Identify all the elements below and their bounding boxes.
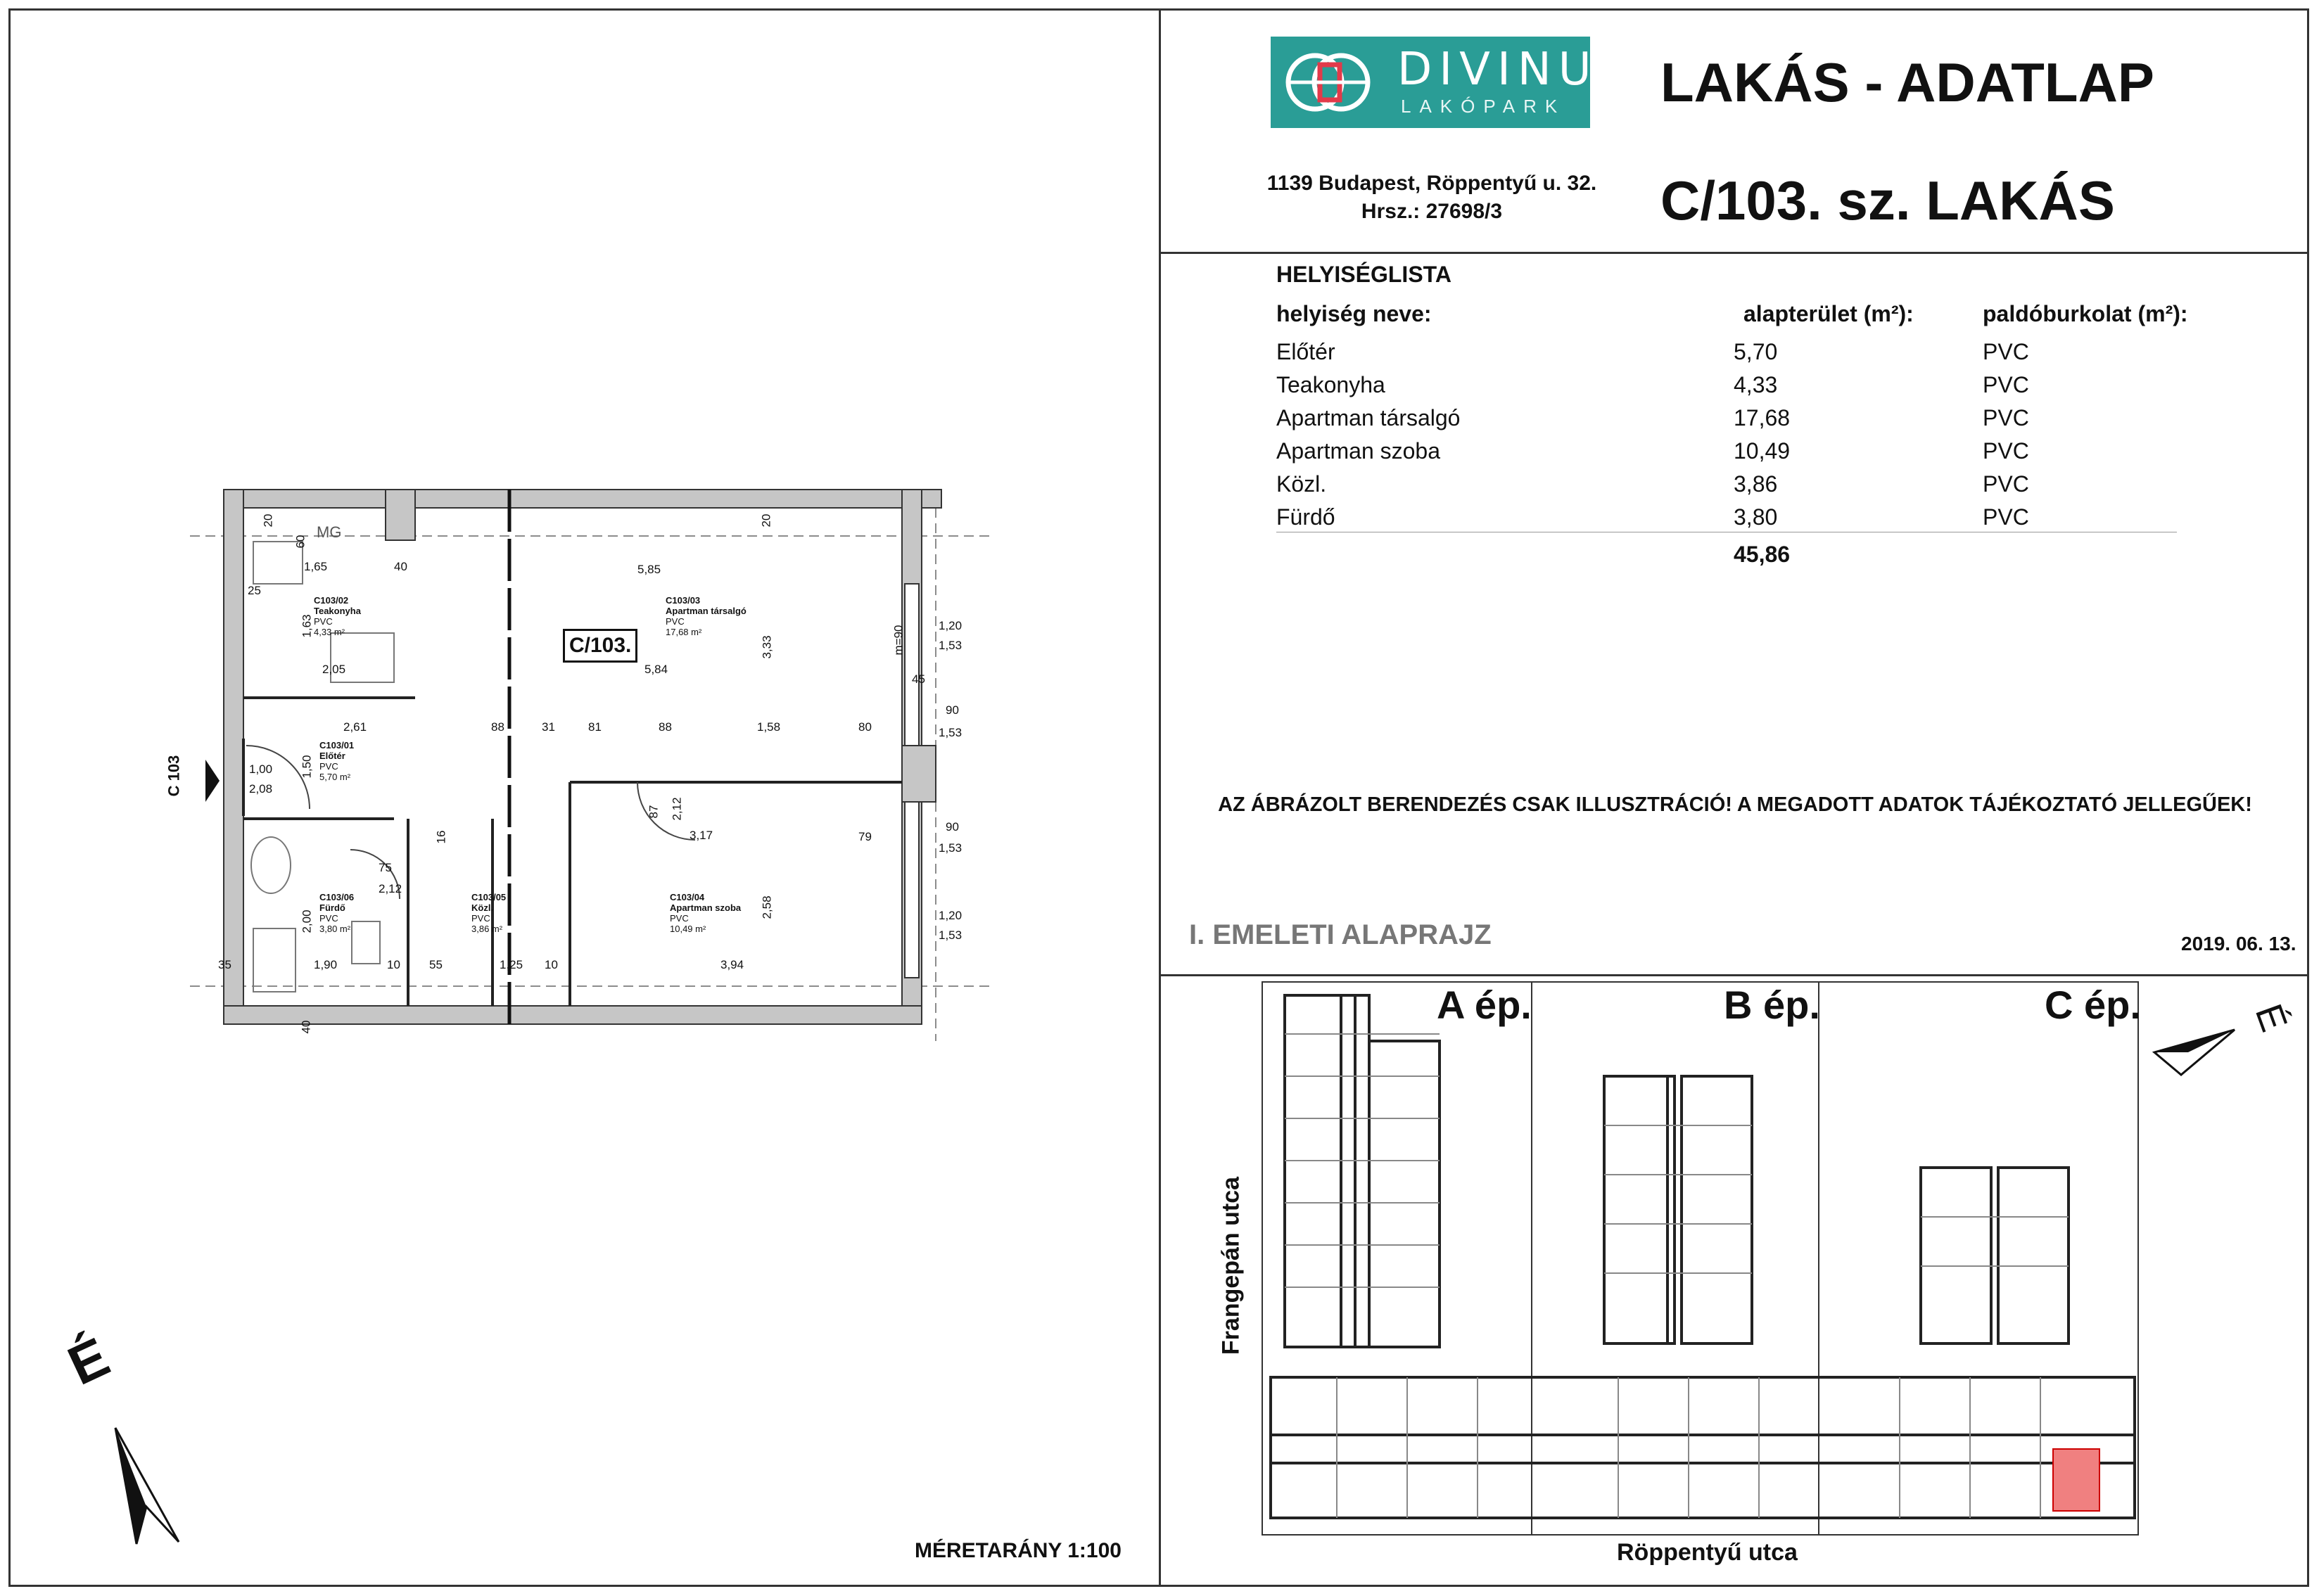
dimension-label: 1,20 — [939, 619, 962, 632]
dimension-label: 1,65 — [304, 560, 328, 573]
room-label-area: 5,70 m² — [319, 772, 351, 782]
dimension-label: 20 — [759, 513, 773, 528]
room-label — [319, 892, 354, 934]
dimension-label: 1,53 — [939, 841, 962, 855]
address-line-1: 1139 Budapest, Röppentyű u. 32. — [1266, 172, 1597, 195]
dimension-label: 1,20 — [939, 909, 962, 922]
room-label-area: 4,33 m² — [314, 627, 345, 637]
dimension-label: 35 — [218, 958, 231, 971]
dimension-label: 16 — [434, 830, 448, 844]
address-line-2: Hrsz.: 27698/3 — [1361, 200, 1503, 223]
col-area-header: alapterület (m²): — [1743, 301, 1914, 326]
header-divider — [1159, 252, 2309, 254]
dimension-label: 1,53 — [939, 928, 962, 942]
room-row-name: Közl. — [1276, 471, 1327, 497]
dimension-label: 75 — [379, 861, 392, 874]
room-label — [319, 740, 354, 782]
dimension-label: 2,05 — [322, 663, 346, 676]
room-label — [666, 595, 746, 637]
col-name-header: helyiség neve: — [1276, 301, 1432, 326]
dimension-label: 80 — [858, 720, 872, 734]
disclaimer-notice: AZ ÁBRÁZOLT BERENDEZÉS CSAK ILLUSZTRÁCIÓ! A MEGADOTT ADATOK TÁJÉKOZTATÓ JELLEGŰEK! — [1218, 793, 2252, 816]
dimension-label: 5,84 — [644, 663, 668, 676]
room-row-floor: PVC — [1983, 504, 2029, 530]
room-label-code: C103/01 — [319, 740, 355, 751]
room-row-name: Előtér — [1276, 339, 1335, 364]
room-label-floor: PVC — [670, 913, 689, 924]
room-label-name: Közl. — [471, 902, 494, 913]
dimension-label: 1,25 — [500, 958, 523, 971]
room-label-code: C103/05 — [471, 892, 507, 902]
dimension-label: 2,08 — [249, 782, 273, 796]
dimension-label: 1,90 — [314, 958, 338, 971]
dimension-label: 2,58 — [760, 895, 774, 919]
dimension-label: 2,61 — [343, 720, 367, 734]
room-row-area: 4,33 — [1734, 372, 1778, 397]
site-plan-divider — [1159, 974, 2309, 976]
dimension-label: 55 — [429, 958, 443, 971]
street-frangepan: Frangepán utca — [1217, 1176, 1245, 1355]
dimension-label: 1,00 — [249, 762, 273, 776]
dimension-label: 88 — [491, 720, 504, 734]
dimension-label: 90 — [946, 820, 959, 834]
room-row-floor: PVC — [1983, 339, 2029, 364]
room-label-code: C103/02 — [314, 595, 349, 606]
scale-label: MÉRETARÁNY 1:100 — [915, 1539, 1122, 1562]
dimension-label: 90 — [946, 703, 959, 717]
dimension-label: 1,53 — [939, 726, 962, 739]
highlighted-unit — [2053, 1449, 2099, 1511]
room-row-name: Teakonyha — [1276, 372, 1385, 397]
dimension-label: 10 — [545, 958, 558, 971]
room-row-name: Apartman szoba — [1276, 438, 1441, 464]
site-north-arrow-icon — [2147, 1020, 2239, 1076]
dimension-label: 20 — [261, 513, 275, 528]
dimension-label: 1,50 — [300, 755, 314, 779]
dimension-label: 1,63 — [300, 614, 314, 638]
room-row-area: 3,86 — [1734, 471, 1778, 497]
room-row-name: Fürdő — [1276, 504, 1335, 530]
room-row-floor: PVC — [1983, 372, 2029, 397]
dimension-label: 40 — [299, 1020, 313, 1034]
room-label-floor: PVC — [666, 616, 685, 627]
building-b-label: B ép. — [1724, 983, 1820, 1027]
room-label-name: Apartman társalgó — [666, 606, 746, 616]
unit-label: C/103. — [563, 629, 637, 663]
dimension-label: 1,58 — [757, 720, 781, 734]
entry-label: C 103 — [165, 755, 183, 797]
dimension-label: 2,00 — [300, 909, 314, 933]
room-label-code: C103/04 — [670, 892, 705, 902]
dimension-label: 87 — [647, 805, 661, 819]
room-list-heading: HELYISÉGLISTA — [1276, 262, 1451, 287]
plan-title: I. EMELETI ALAPRAJZ — [1189, 919, 1492, 950]
site-plan-drawing — [1262, 981, 2139, 1536]
room-label-code: C103/03 — [666, 595, 701, 606]
dimension-label: m=90 — [891, 625, 906, 656]
room-label-name: Előtér — [319, 751, 345, 761]
dimension-label: 10 — [387, 958, 400, 971]
street-roppentyu: Röppentyű utca — [1617, 1539, 1798, 1566]
room-label-floor: PVC — [319, 761, 338, 772]
logo-subtitle: LAKÓPARK — [1401, 96, 1566, 117]
room-row-floor: PVC — [1983, 405, 2029, 430]
room-label-area: 3,80 m² — [319, 924, 351, 934]
dimension-label: 3,33 — [760, 635, 774, 659]
building-c-label: C ép. — [2045, 983, 2141, 1027]
room-row-area: 3,80 — [1734, 504, 1778, 530]
room-label — [670, 892, 741, 934]
col-floor-header: paldóburkolat (m²): — [1983, 301, 2188, 326]
site-north-label: É — [2247, 998, 2296, 1038]
room-row-floor: PVC — [1983, 438, 2029, 464]
room-row-floor: PVC — [1983, 471, 2029, 497]
dimension-label: 79 — [858, 830, 872, 843]
room-label-area: 17,68 m² — [666, 627, 702, 637]
dimension-label: 81 — [588, 720, 602, 734]
room-label-name: Teakonyha — [314, 606, 361, 616]
sheet-title: LAKÁS - ADATLAP — [1660, 51, 2154, 113]
north-arrow-icon — [106, 1421, 190, 1547]
dimension-label: 2,12 — [379, 882, 402, 895]
room-row-area: 17,68 — [1734, 405, 1791, 430]
dimension-label: 45 — [912, 672, 925, 686]
dimension-label: 25 — [248, 584, 261, 597]
dimension-label: 60 — [293, 535, 307, 549]
room-label-floor: PVC — [319, 913, 338, 924]
room-list-total: 45,86 — [1734, 542, 1791, 567]
dimension-label: 3,17 — [690, 829, 713, 842]
dimension-label: 88 — [659, 720, 672, 734]
sheet-date: 2019. 06. 13. — [2181, 933, 2296, 955]
room-label — [314, 595, 361, 637]
room-label-code: C103/06 — [319, 892, 355, 902]
vertical-divider — [1159, 8, 1161, 1587]
dimension-label: 31 — [542, 720, 555, 734]
room-row-area: 10,49 — [1734, 438, 1791, 464]
building-a-label: A ép. — [1437, 983, 1532, 1027]
dimension-label: 1,53 — [939, 639, 962, 652]
room-label-area: 10,49 m² — [670, 924, 706, 934]
room-label-name: Apartman szoba — [670, 902, 742, 913]
mg-label: MG — [317, 523, 342, 541]
dimension-label: 3,94 — [720, 958, 744, 971]
room-label-floor: PVC — [314, 616, 333, 627]
room-row-area: 5,70 — [1734, 339, 1778, 364]
room-label-floor: PVC — [471, 913, 490, 924]
unit-title: C/103. sz. LAKÁS — [1660, 170, 2115, 231]
dimension-label: 2,12 — [670, 797, 684, 821]
divinus-logo — [1271, 37, 1634, 128]
north-label: É — [58, 1325, 118, 1397]
room-label-area: 3,86 m² — [471, 924, 503, 934]
dimension-label: 5,85 — [637, 563, 661, 576]
logo-name: DIVINUS — [1397, 44, 1634, 96]
room-label-name: Fürdő — [319, 902, 345, 913]
dimension-label: 40 — [394, 560, 407, 573]
logo-emblem-icon — [1276, 37, 1382, 128]
room-row-name: Apartman társalgó — [1276, 405, 1461, 430]
room-label — [471, 892, 506, 934]
